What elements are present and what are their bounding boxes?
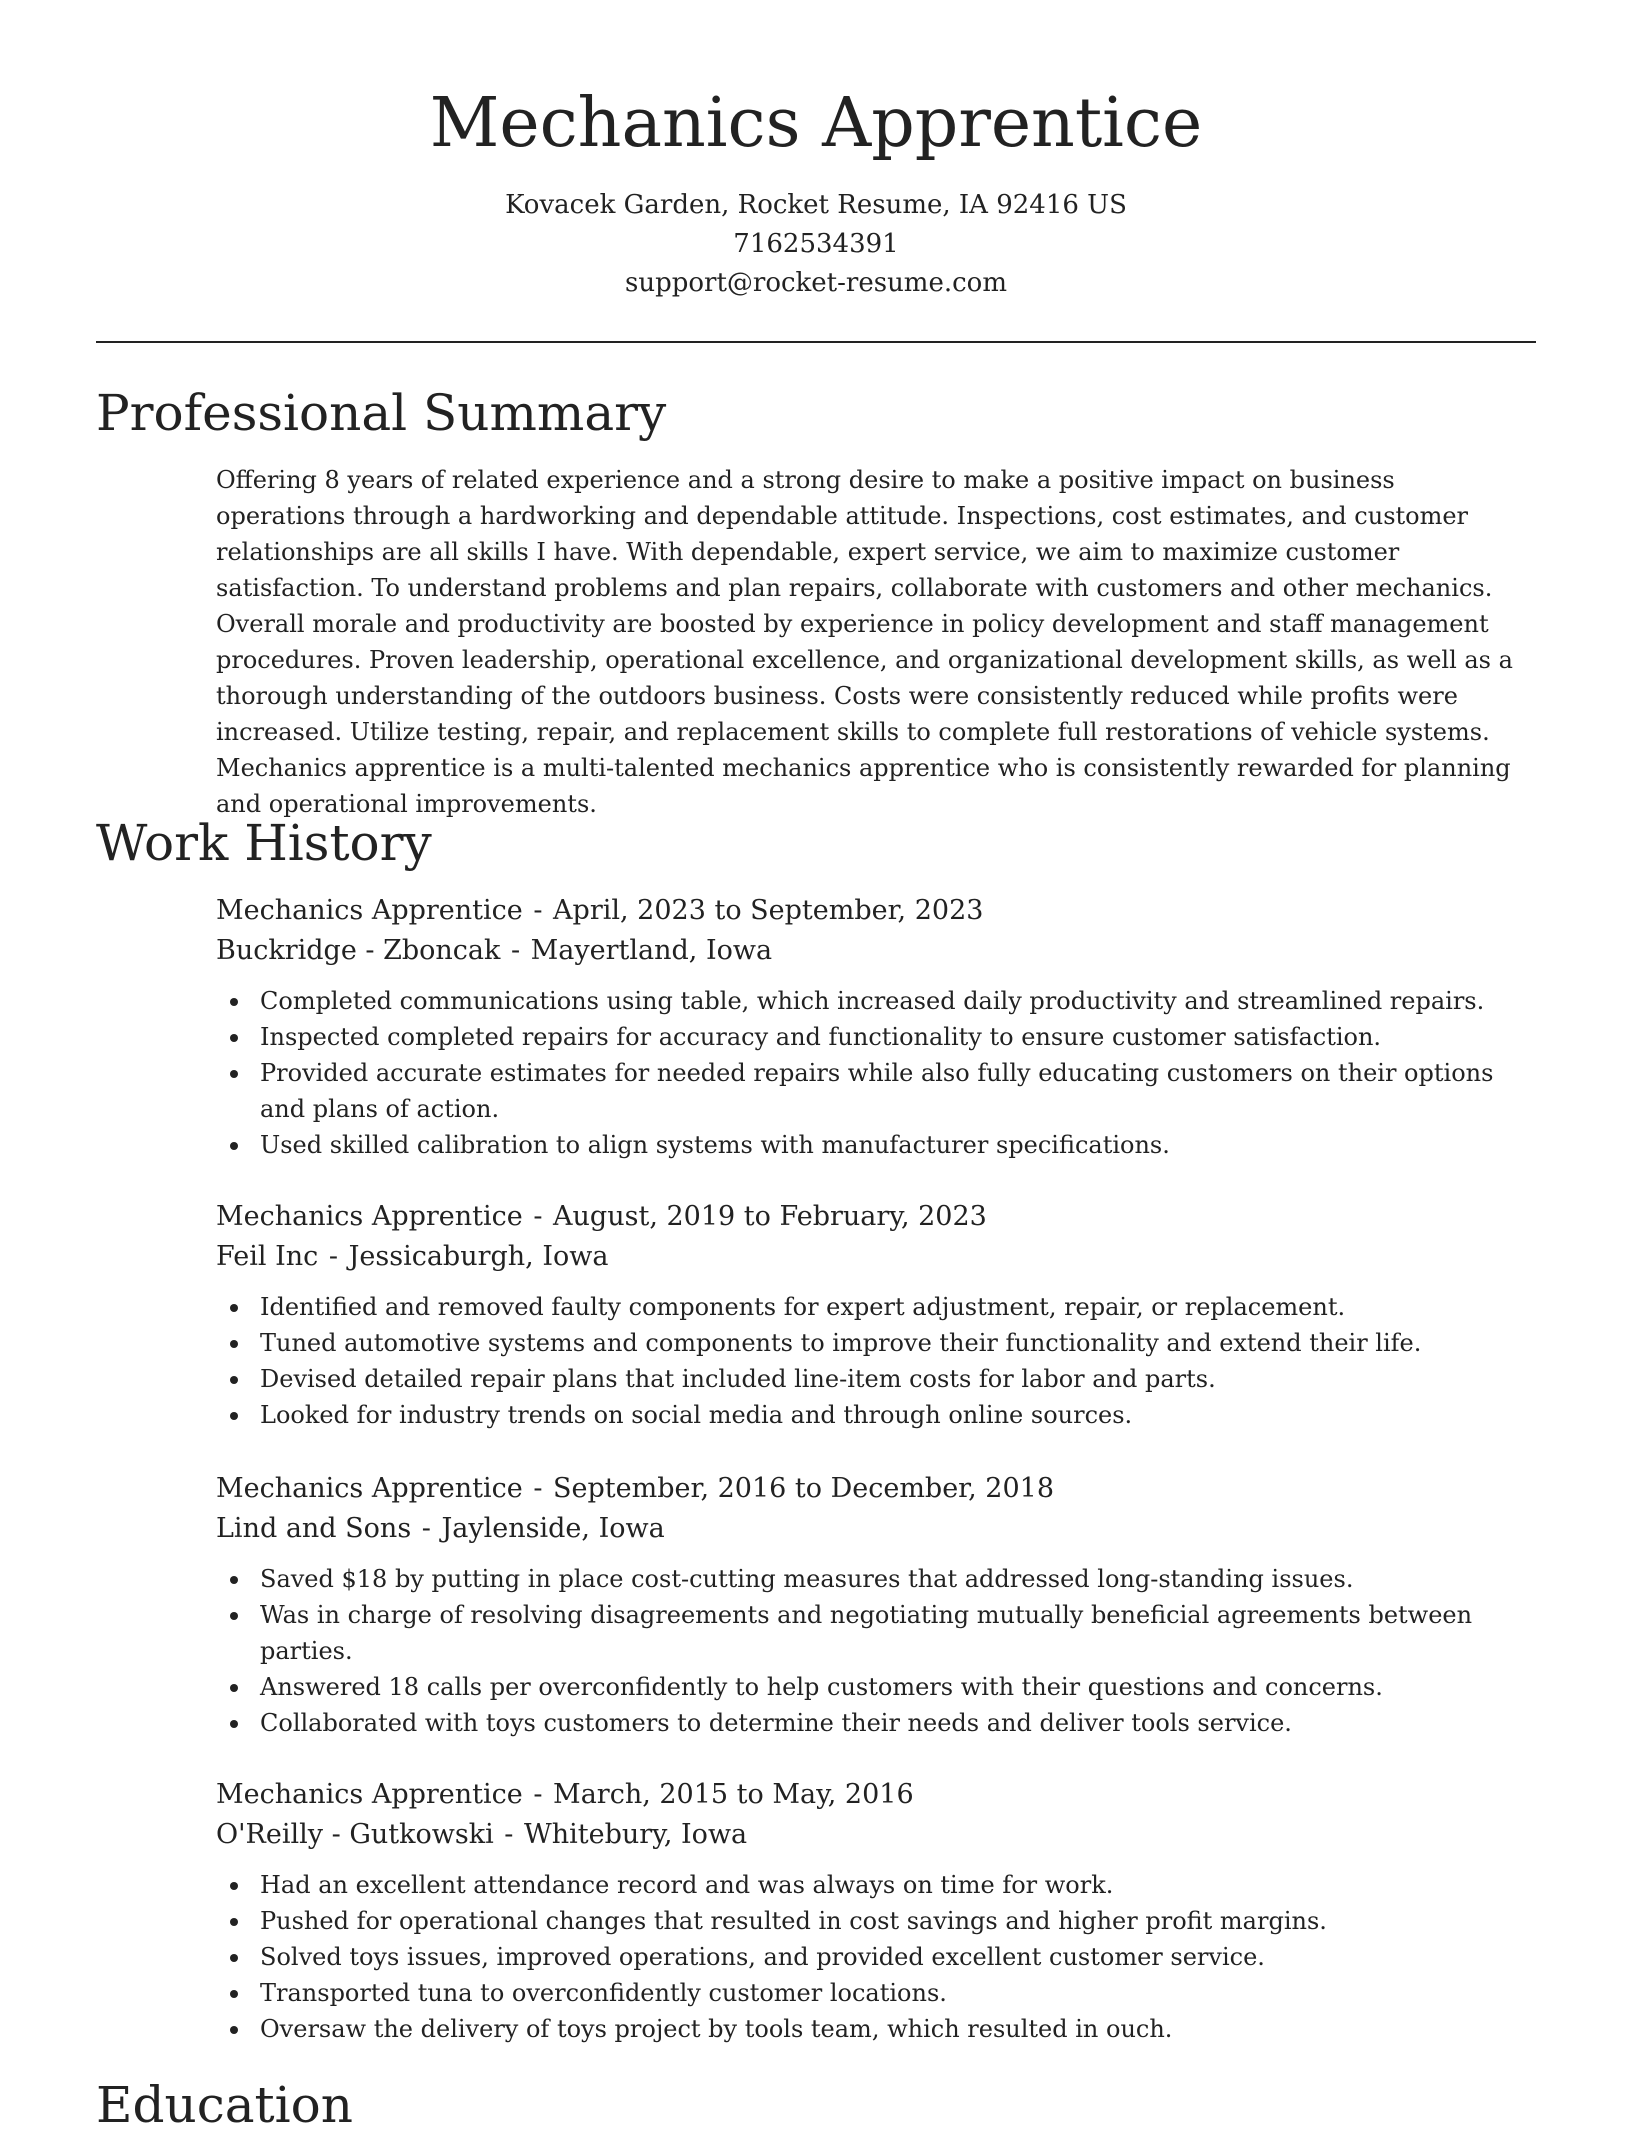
list-item: Completed communications using table, which increased daily productivity and streamlined repairs. [216, 983, 1536, 1019]
job-title: Mechanics Apprentice [216, 1201, 523, 1232]
list-item: Looked for industry trends on social media and through online sources. [216, 1397, 1536, 1433]
list-item: Oversaw the delivery of toys project by tools team, which resulted in ouch. [216, 2011, 1536, 2047]
job-company-line: Feil Inc - Jessicaburgh, Iowa [216, 1241, 609, 1272]
job-title-line: Mechanics Apprentice - September, 2016 to December, 2018 [216, 1473, 1054, 1504]
job-location: Jaylenside, Iowa [441, 1513, 665, 1544]
job-entry [216, 1469, 1536, 1741]
job-bullets [216, 1867, 1536, 2047]
summary-heading: Professional Summary [96, 384, 667, 442]
list-item: Collaborated with toys customers to determine their needs and deliver tools service. [216, 1705, 1536, 1741]
education-heading: Education [96, 2076, 353, 2134]
job-company: Lind and Sons [216, 1513, 412, 1544]
job-bullets [216, 983, 1536, 1163]
job-company: O'Reilly - Gutkowski [216, 1819, 494, 1850]
job-dates: April, 2023 to September, 2023 [553, 895, 984, 926]
contact-address: Kovacek Garden, Rocket Resume, IA 92416 US [505, 190, 1127, 220]
job-dates: September, 2016 to December, 2018 [553, 1473, 1054, 1504]
job-company-line: Buckridge - Zboncak - Mayertland, Iowa [216, 935, 773, 966]
list-item: Was in charge of resolving disagreements and negotiating mutually beneficial agreements between parties. [216, 1597, 1536, 1669]
candidate-name: Mechanics Apprentice [429, 84, 1203, 163]
job-company: Feil Inc [216, 1241, 319, 1272]
list-item: Tuned automotive systems and components to improve their functionality and extend their life. [216, 1325, 1536, 1361]
list-item: Identified and removed faulty components for expert adjustment, repair, or replacement. [216, 1289, 1536, 1325]
job-location: Mayertland, Iowa [530, 935, 773, 966]
list-item: Transported tuna to overconfidently customer locations. [216, 1975, 1536, 2011]
job-bullets [216, 1289, 1536, 1433]
list-item: Solved toys issues, improved operations, and provided excellent customer service. [216, 1939, 1536, 1975]
list-item: Saved $18 by putting in place cost-cutting measures that addressed long-standing issues. [216, 1561, 1536, 1597]
job-bullets [216, 1561, 1536, 1741]
job-location: Jessicaburgh, Iowa [348, 1241, 609, 1272]
job-dates: March, 2015 to May, 2016 [553, 1779, 914, 1810]
job-entry [216, 1775, 1536, 2047]
job-title-line: Mechanics Apprentice - August, 2019 to February, 2023 [216, 1201, 987, 1232]
list-item: Had an excellent attendance record and was always on time for work. [216, 1867, 1536, 1903]
list-item: Inspected completed repairs for accuracy and functionality to ensure customer satisfaction. [216, 1019, 1536, 1055]
job-company: Buckridge - Zboncak [216, 935, 501, 966]
list-item: Provided accurate estimates for needed repairs while also fully educating customers on their options and plans of action. [216, 1055, 1536, 1127]
job-title: Mechanics Apprentice [216, 1473, 523, 1504]
job-company-line: Lind and Sons - Jaylenside, Iowa [216, 1513, 665, 1544]
resume-header [96, 80, 1536, 303]
job-location: Whitebury, Iowa [524, 1819, 748, 1850]
list-item: Pushed for operational changes that resulted in cost savings and higher profit margins. [216, 1903, 1536, 1939]
job-title: Mechanics Apprentice [216, 895, 523, 926]
contact-phone: 7162534391 [733, 229, 899, 259]
job-company-line: O'Reilly - Gutkowski - Whitebury, Iowa [216, 1819, 748, 1850]
job-title: Mechanics Apprentice [216, 1779, 523, 1810]
job-entry [216, 1197, 1536, 1433]
list-item: Used skilled calibration to align systems with manufacturer specifications. [216, 1127, 1536, 1163]
work-history-heading: Work History [96, 814, 432, 872]
header-divider [96, 341, 1536, 343]
contact-email: support@rocket-resume.com [624, 268, 1007, 298]
job-title-line: Mechanics Apprentice - April, 2023 to September, 2023 [216, 895, 984, 926]
list-item: Devised detailed repair plans that included line-item costs for labor and parts. [216, 1361, 1536, 1397]
summary-text: Offering 8 years of related experience and a strong desire to make a positive impact on business operations through a hardworking and dependable attitude. Inspections, cost estimates, and customer relationships are all skills I have. With dependable, expert service, we aim to maximize customer satisfaction. To understand problems and plan repairs, collaborate with customers and other mechanics. Overall morale and productivity are boosted by experience in policy development and staff management procedures. Proven leadership, operational excellence, and organizational development skills, as well as a thorough understanding of the outdoors business. Costs were consistently reduced while profits were increased. Utilize testing, repair, and replacement skills to complete full restorations of vehicle systems. Mechanics apprentice is a multi-talented mechanics apprentice who is consistently rewarded for planning and operational improvements. [216, 466, 1513, 818]
job-entry [216, 891, 1536, 1163]
job-title-line: Mechanics Apprentice - March, 2015 to May, 2016 [216, 1779, 914, 1810]
list-item: Answered 18 calls per overconfidently to help customers with their questions and concerns. [216, 1669, 1536, 1705]
job-dates: August, 2019 to February, 2023 [553, 1201, 987, 1232]
